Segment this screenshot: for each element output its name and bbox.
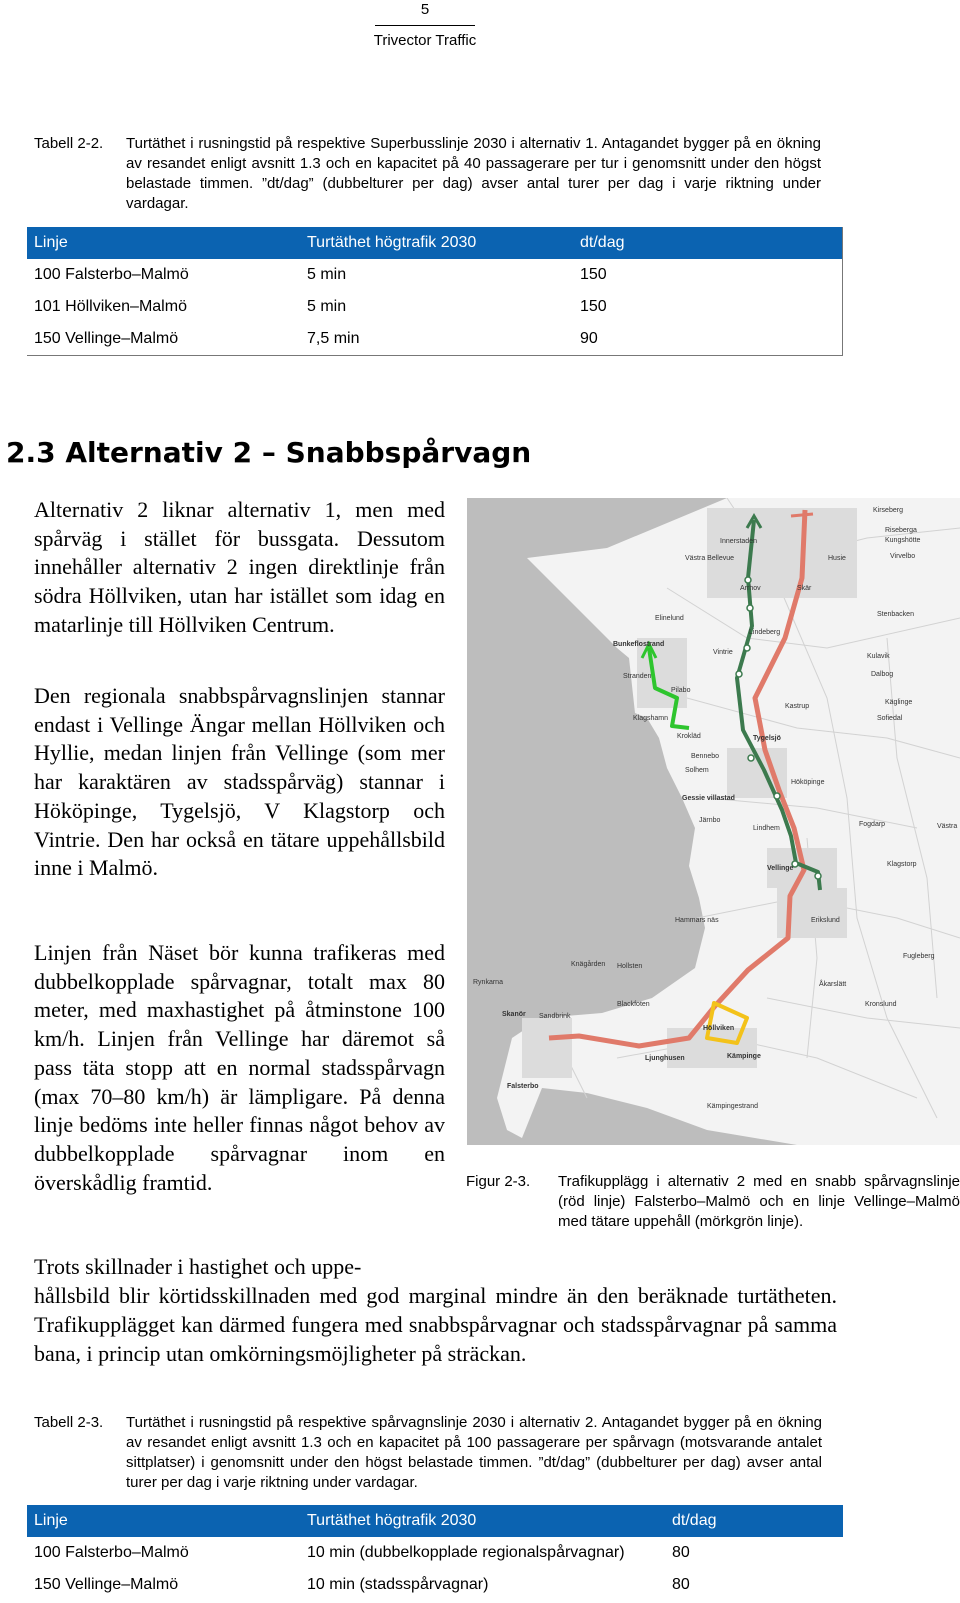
map-label: Käglinge bbox=[885, 699, 913, 706]
body-paragraph-2: Den regionala snabbspårvagnslinjen stannar endast i Vellinge Ängar mellan Höllviken och Hyllie, medan linjen från Vellinge (som mer har karaktären av stadsspårväg) stannar i Hököpinge, Tygelsjö, V Klagstorp och Vintrie. Den har också en tätare uppehållsbild inne i Malmö. bbox=[34, 683, 445, 881]
map-label: Blackfoten bbox=[617, 1001, 650, 1008]
table-cell: 80 bbox=[672, 1544, 690, 1561]
table-cell: 90 bbox=[573, 323, 843, 356]
table1 bbox=[27, 227, 843, 356]
map-label: Åkarslätt bbox=[819, 981, 847, 988]
map-label: Fugleberg bbox=[903, 953, 935, 960]
table-cell: 5 min bbox=[307, 298, 347, 315]
map-label: Vellinge bbox=[767, 865, 794, 872]
table-cell: 150 Vellinge–Malmö bbox=[34, 1576, 179, 1593]
table-cell: 80 bbox=[672, 1576, 690, 1593]
page-header bbox=[370, 0, 480, 49]
map-label: Fogdarp bbox=[859, 821, 886, 828]
map-figure bbox=[467, 498, 960, 1145]
map-label: Kämpingestrand bbox=[707, 1103, 758, 1110]
map-label: Riseberga bbox=[885, 527, 917, 534]
map-label: Kungshötte bbox=[885, 537, 921, 544]
table2-caption-label: Tabell 2-3. bbox=[34, 1414, 104, 1431]
map-label: Arrhov bbox=[740, 585, 761, 592]
map-label: Falsterbo bbox=[507, 1083, 539, 1090]
table-cell: 5 min bbox=[307, 266, 347, 283]
map-label: Bennebo bbox=[691, 753, 720, 760]
table-cell: 100 Falsterbo–Malmö bbox=[34, 266, 189, 283]
column-header: dt/dag bbox=[573, 227, 843, 259]
table-row bbox=[27, 259, 843, 291]
table1-caption-label: Tabell 2-2. bbox=[34, 135, 104, 152]
map-label: Kastrup bbox=[785, 703, 810, 710]
map-label: Kirseberg bbox=[873, 507, 903, 514]
map-label: Höllviken bbox=[703, 1025, 735, 1032]
table-header-row bbox=[27, 227, 843, 259]
body-paragraph-3: Linjen från Näset bör kunna trafikeras med dubbelkopplade spårvagnar, totalt max 80 meter, med maxhastighet på åtminstone 100 km/h. Linjen från Vellinge har däremot så pass täta stopp att en normal stadsspårvagn (max 70–80 km/h) är lämpligare. På denna linje bedöms inte heller finnas något behov av dubbelkopplade spårvagnar inom en överskådlig framtid. bbox=[34, 940, 445, 1195]
map-label: Västra Bellevue bbox=[685, 555, 735, 562]
column-header: dt/dag bbox=[665, 1505, 843, 1537]
map-label: Järnbo bbox=[699, 817, 721, 824]
map-label: Gessie villastad bbox=[682, 795, 735, 802]
table1-caption-text: Turtäthet i rusningstid på respektive Superbusslinje 2030 i alternativ 1. Antagandet bygger på en ökning av resandet enligt avsnitt 1.3 och en kapacitet på 40 passagerare per tur i genomsnitt under den högst belastade timmen. ”dt/dag” (dubbelturer per dag) avser antal turer per dag i varje riktning under vardagar. bbox=[126, 135, 821, 212]
table-cell: 101 Höllviken–Malmö bbox=[34, 298, 187, 315]
map-label: Kulavik bbox=[867, 653, 890, 660]
table-cell: 10 min (dubbelkopplade regionalspårvagnar) bbox=[307, 1544, 625, 1561]
table2 bbox=[27, 1505, 843, 1601]
header-rule bbox=[375, 25, 475, 26]
map-label: Solhem bbox=[685, 767, 709, 774]
map-label: Lindeberg bbox=[749, 629, 781, 636]
map-label: Krokläd bbox=[677, 733, 701, 740]
body-paragraph-4: hållsbild blir körtidsskillnaden med god marginal mindre än den beräknade turtätheten. Trafikupplägget kan därmed fungera med snabbspårvagnar och stadsspårvagnar på samma bana, i princip utan omkörningsmöjligheter på sträckan. bbox=[34, 1283, 837, 1366]
company-name: Trivector Traffic bbox=[373, 32, 477, 49]
table-row bbox=[27, 291, 843, 323]
map-label: Sofiedal bbox=[877, 715, 903, 722]
table-row bbox=[27, 1569, 843, 1601]
table-cell: 7,5 min bbox=[300, 323, 573, 356]
map-label: Hammars näs bbox=[675, 917, 719, 924]
red-line-arrow-icon bbox=[791, 514, 813, 516]
map-label: Skär bbox=[797, 585, 812, 592]
table2-caption-text: Turtäthet i rusningstid på respektive spårvagnslinje 2030 i alternativ 2. Antagandet bygger på en ökning av resandet enligt avsnitt 1.3 och en kapacitet på 100 passagerare per spårvagn (motsvarande antalet sittplatser) i genomsnitt under den högst belastade timmen. ”dt/dag” (dubbelturer per dag) avser antal turer per dag i varje riktning under vardagar. bbox=[126, 1414, 822, 1491]
map-label: Pilabo bbox=[671, 687, 691, 694]
map-label: Dalbog bbox=[871, 671, 894, 678]
page-number: 5 bbox=[420, 1, 430, 18]
map-label: Kämpinge bbox=[727, 1053, 761, 1060]
map-label: Virvelbo bbox=[890, 553, 916, 560]
map-label: Erikslund bbox=[811, 917, 840, 924]
table1-caption bbox=[34, 134, 821, 218]
table-cell: 150 bbox=[580, 266, 607, 283]
map-label: Klagshamn bbox=[633, 715, 669, 722]
map-label: Bunkeflostrand bbox=[613, 641, 665, 648]
body-paragraph-4-first-line: Trots skillnader i hastighet och uppe- bbox=[34, 1254, 362, 1279]
map-label: Elinelund bbox=[655, 615, 684, 622]
table-header-row bbox=[27, 1505, 843, 1537]
figure-caption-text: Trafikupplägg i alternativ 2 med en snabb spårvagnslinje (röd linje) Falsterbo–Malmö och en linje Vellinge–Malmö med tätare uppehåll (mörkgrön linje). bbox=[558, 1173, 960, 1230]
table-cell: 150 Vellinge–Malmö bbox=[27, 323, 300, 356]
column-header: Turtäthet högtrafik 2030 bbox=[300, 1505, 665, 1537]
map-label: Rynkarna bbox=[473, 979, 503, 986]
section-heading: 2.3 Alternativ 2 – Snabbspårvagn bbox=[6, 436, 532, 469]
table-cell: 100 Falsterbo–Malmö bbox=[34, 1544, 189, 1561]
map-label: Hollsten bbox=[617, 963, 643, 970]
map-label: Vintrie bbox=[713, 649, 733, 656]
map-label: Husie bbox=[828, 555, 846, 562]
table-row bbox=[27, 1537, 843, 1569]
map-label: Knägården bbox=[571, 961, 606, 968]
map-label: Hököpinge bbox=[791, 779, 825, 786]
table-cell: 150 bbox=[580, 298, 607, 315]
map-label: Stranden bbox=[623, 673, 652, 680]
map-label: Sandbrink bbox=[539, 1013, 571, 1020]
body-paragraph-1: Alternativ 2 liknar alternativ 1, men med spårväg i stället för bussgata. Dessutom innehåller alternativ 2 ingen direktlinje från södra Höllviken, utan har istället som idag en matarlinje till Höllviken Centrum. bbox=[34, 497, 445, 637]
map-label: Tygelsjö bbox=[753, 735, 781, 742]
figure-caption-label: Figur 2-3. bbox=[466, 1173, 531, 1190]
table-row bbox=[27, 323, 843, 356]
table2-caption bbox=[34, 1413, 834, 1497]
map-label: Stenbacken bbox=[877, 611, 914, 618]
table-cell: 10 min (stadsspårvagnar) bbox=[307, 1576, 489, 1593]
map-label: Innerstaden bbox=[720, 538, 757, 545]
map-label: Västra bbox=[937, 823, 958, 830]
column-header: Turtäthet högtrafik 2030 bbox=[300, 227, 573, 259]
map-label: Lindhem bbox=[753, 825, 780, 832]
map-label: Kronslund bbox=[865, 1001, 897, 1008]
column-header: Linje bbox=[27, 1505, 300, 1537]
column-header: Linje bbox=[27, 227, 300, 259]
map-label: Ljunghusen bbox=[645, 1055, 685, 1062]
map-label: Skanör bbox=[502, 1011, 526, 1018]
map-label: Klagstorp bbox=[887, 861, 917, 868]
